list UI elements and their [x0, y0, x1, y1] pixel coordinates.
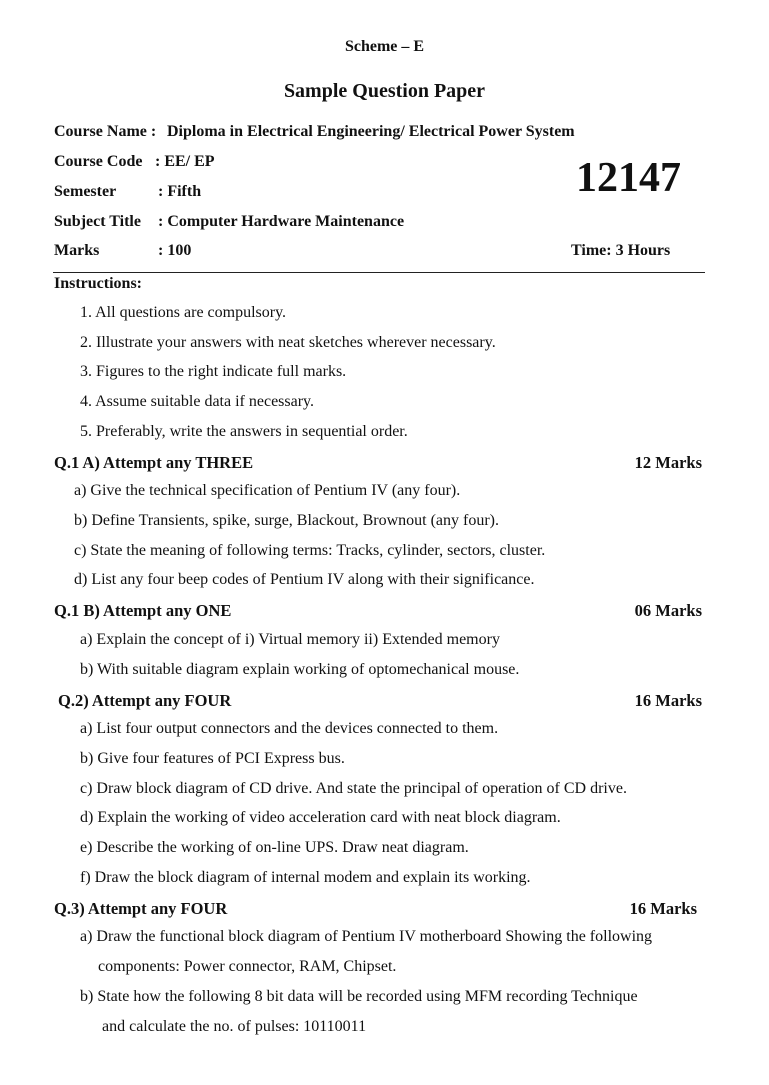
- question-item: c) State the meaning of following terms: Tracks, cylinder, sectors, cluster.: [74, 542, 546, 559]
- question-item: b) Give four features of PCI Express bus.: [80, 750, 345, 767]
- subject-title-label: Subject Title: [54, 213, 141, 230]
- question-item: a) Explain the concept of i) Virtual memory ii) Extended memory: [80, 631, 500, 648]
- question-item: a) Draw the functional block diagram of Pentium IV motherboard Showing the following: [80, 928, 653, 945]
- question-item-continuation: components: Power connector, RAM, Chipset.: [98, 958, 397, 975]
- course-name-label: Course Name :: [54, 123, 157, 140]
- header-divider: [53, 272, 705, 273]
- question-item-continuation: and calculate the no. of pulses: 10110011: [102, 1018, 367, 1035]
- course-code-value: : EE/ EP: [155, 153, 215, 170]
- instruction-item: 2. Illustrate your answers with neat sketches wherever necessary.: [80, 334, 496, 351]
- instruction-item: 5. Preferably, write the answers in sequential order.: [80, 423, 408, 440]
- question-marks: 06 Marks: [634, 601, 702, 620]
- semester-label: Semester: [54, 183, 117, 200]
- marks-value: : 100: [158, 242, 192, 259]
- question-item: a) Give the technical specification of Pentium IV (any four).: [74, 482, 461, 499]
- question-heading: Q.3) Attempt any FOUR: [54, 899, 228, 918]
- paper-code: 12147: [576, 155, 681, 201]
- semester-value: : Fifth: [158, 183, 202, 200]
- question-item: a) List four output connectors and the devices connected to them.: [80, 720, 499, 737]
- paper-title: Sample Question Paper: [283, 80, 486, 102]
- question-item: e) Describe the working of on-line UPS. Draw neat diagram.: [80, 839, 469, 856]
- question-marks: 16 Marks: [629, 899, 697, 918]
- instruction-item: 3. Figures to the right indicate full marks.: [80, 363, 347, 380]
- course-name-value: Diploma in Electrical Engineering/ Electrical Power System: [167, 123, 575, 140]
- time-duration: Time: 3 Hours: [571, 242, 671, 259]
- instruction-item: 4. Assume suitable data if necessary.: [80, 393, 315, 410]
- subject-title-value: : Computer Hardware Maintenance: [158, 213, 405, 230]
- question-item: b) State how the following 8 bit data will be recorded using MFM recording Technique: [80, 988, 638, 1005]
- question-marks: 12 Marks: [634, 453, 702, 472]
- question-item: d) List any four beep codes of Pentium IV along with their significance.: [74, 571, 535, 588]
- scheme-label: Scheme – E: [344, 38, 425, 55]
- question-marks: 16 Marks: [634, 691, 702, 710]
- course-code-label: Course Code: [54, 153, 143, 170]
- question-heading: Q.1 A) Attempt any THREE: [54, 453, 254, 472]
- question-item: d) Explain the working of video acceleration card with neat block diagram.: [80, 809, 561, 826]
- question-heading: Q.1 B) Attempt any ONE: [54, 601, 232, 620]
- question-item: b) Define Transients, spike, surge, Blackout, Brownout (any four).: [74, 512, 499, 529]
- question-item: f) Draw the block diagram of internal modem and explain its working.: [80, 869, 531, 886]
- question-heading: Q.2) Attempt any FOUR: [58, 691, 232, 710]
- marks-label: Marks: [54, 242, 100, 259]
- instructions-heading: Instructions:: [54, 275, 143, 292]
- instruction-item: 1. All questions are compulsory.: [80, 304, 287, 321]
- question-item: c) Draw block diagram of CD drive. And state the principal of operation of CD drive.: [80, 780, 627, 797]
- question-item: b) With suitable diagram explain working of optomechanical mouse.: [80, 661, 520, 678]
